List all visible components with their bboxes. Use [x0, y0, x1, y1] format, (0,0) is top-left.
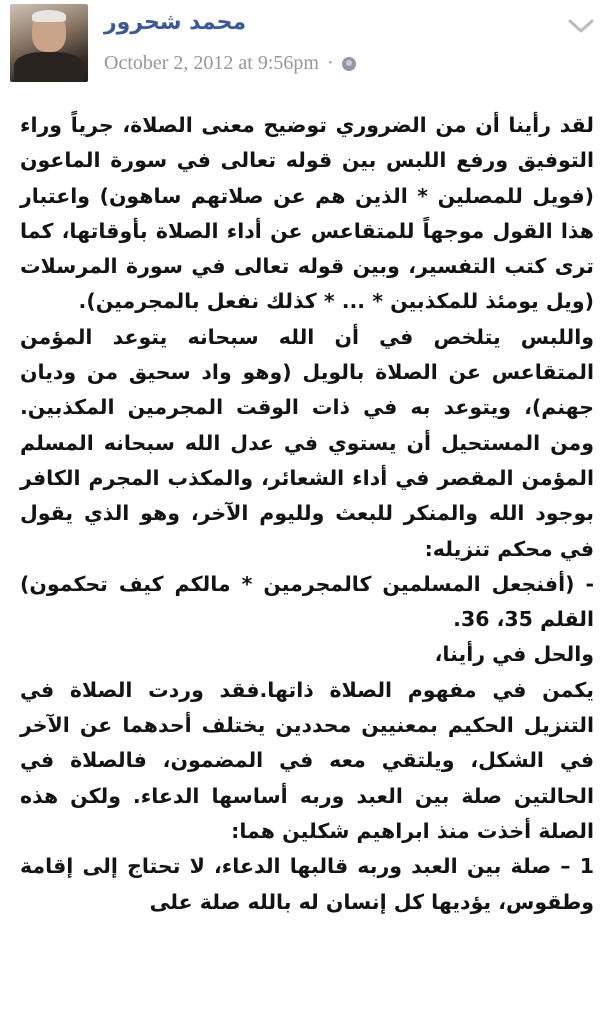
- post-paragraph: واللبس يتلخص في أن الله سبحانه يتوعد المؤمن المتقاعس عن الصلاة بالويل (وهو واد سحيق من وديان جهنم)، ويتوعد به في ذات الوقت المجرمين المكذبين. ومن المستحيل أن يستوي في عدل الله سبحانه المسلم المؤمن المقصر في أداء الشعائر، والمكذب المجرم الكافر بوجود الله والمنكر للبعث ولليوم الآخر، وهو الذي يقول في محكم تنزيله:: [20, 324, 594, 561]
- globe-icon[interactable]: [342, 57, 356, 71]
- post-paragraph: والحل في رأينا،: [434, 642, 594, 667]
- post-paragraph: لقد رأينا أن من الضروري توضيح معنى الصلاة، جرياً وراء التوفيق ورفع اللبس بين قوله تعالى في سورة الماعون (فويل للمصلين * الذين هم عن صلاتهم ساهون) واعتبار هذا القول موجهاً للمتقاعس عن أداء الصلاة بأوقاتها، كما ترى كتب التفسير، وبين قوله تعالى في سورة المرسلات (ويل يومئذ للمكذبين * ... * كذلك نفعل بالمجرمين).: [20, 113, 594, 314]
- post-paragraph: 1 – صلة بين العبد وربه قالبها الدعاء، لا تحتاج إلى إقامة وطقوس، يؤديها كل إنسان له بالله صلة على: [20, 854, 594, 914]
- post-paragraph: - (أفنجعل المسلمين كالمجرمين * مالكم كيف تحكمون) القلم 35، 36.: [20, 571, 594, 632]
- post-header: [0, 0, 610, 92]
- avatar-body-shape: [14, 52, 84, 82]
- author-avatar[interactable]: [10, 4, 88, 82]
- avatar-hair-shape: [32, 10, 66, 22]
- author-name[interactable]: محمد شحرور: [104, 10, 247, 35]
- chevron-down-icon: [568, 18, 594, 34]
- post-meta: [104, 52, 356, 75]
- post-timestamp[interactable]: October 2, 2012 at 9:56pm: [104, 52, 319, 74]
- post-body: [20, 108, 594, 920]
- post-options-button[interactable]: [566, 14, 596, 38]
- meta-separator: ·: [326, 52, 334, 74]
- post-paragraph: يكمن في مفهوم الصلاة ذاتها.فقد وردت الصلاة في التنزيل الحكيم بمعنيين محددين يختلف أحدهما عن الآخر في الشكل، ويلتقي معه في المضمون، فالصلاة في الحالتين صلة بين العبد وربه أساسها الدعاء. ولكن هذه الصلة أخذت منذ ابراهيم شكلين هما:: [20, 677, 594, 843]
